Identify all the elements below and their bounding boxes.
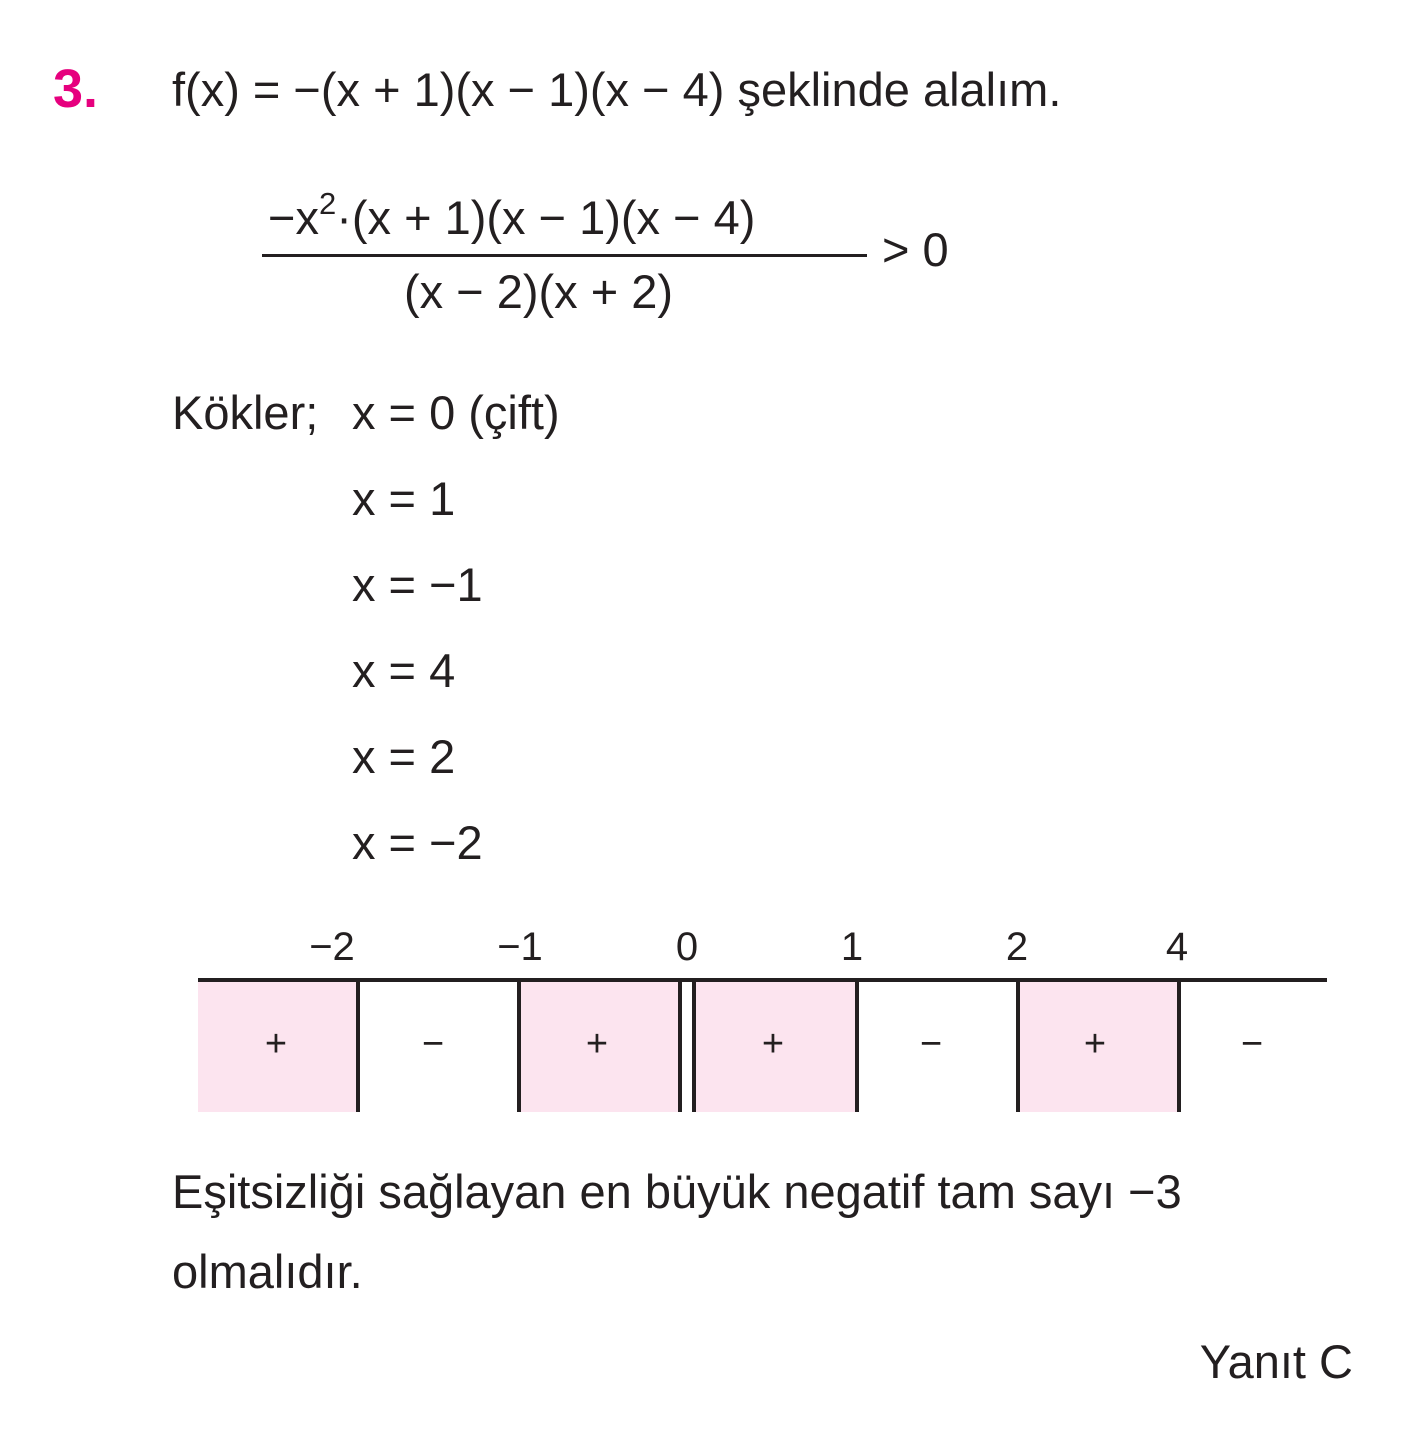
divider-line <box>678 982 682 1112</box>
root-item: x = 1 <box>352 472 456 525</box>
root-item: x = −2 <box>352 816 483 869</box>
roots-label: Kökler; <box>172 386 319 439</box>
inequality-relation: > 0 <box>882 223 949 276</box>
critical-point-label: 1 <box>840 925 864 969</box>
sign-mark: + <box>1083 1023 1107 1065</box>
divider-line <box>855 982 859 1112</box>
conclusion-line-1: Eşitsizliği sağlayan en büyük negatif tam sayı −3 <box>172 1165 1182 1218</box>
sign-mark: − <box>421 1023 445 1065</box>
conclusion-line-2: olmalıdır. <box>172 1245 363 1298</box>
sign-mark: − <box>919 1023 943 1065</box>
numerator-rest: ·(x + 1)(x − 1)(x − 4) <box>336 191 756 244</box>
root-item: x = 2 <box>352 730 456 783</box>
question-number: 3. <box>53 59 99 119</box>
critical-point-label: −1 <box>497 925 543 969</box>
fraction-bar <box>262 254 867 257</box>
sign-mark: − <box>1240 1023 1264 1065</box>
sign-mark: + <box>585 1023 609 1065</box>
sign-mark: + <box>761 1023 785 1065</box>
divider-line <box>356 982 360 1112</box>
divider-line <box>517 982 521 1112</box>
root-item: x = 0 (çift) <box>352 386 560 439</box>
divider-line <box>1016 982 1020 1112</box>
critical-point-label: 2 <box>1005 925 1029 969</box>
answer-label: Yanıt C <box>1199 1335 1353 1388</box>
critical-point-label: 4 <box>1165 925 1189 969</box>
divider-line <box>692 982 696 1112</box>
fraction-numerator <box>268 186 756 244</box>
root-item: x = −1 <box>352 558 483 611</box>
critical-point-label: −2 <box>309 925 355 969</box>
sign-mark: + <box>264 1023 288 1065</box>
divider-line <box>1177 982 1181 1112</box>
numerator-prefix: −x <box>268 191 319 244</box>
fraction-denominator: (x − 2)(x + 2) <box>404 265 674 318</box>
intro-statement: f(x) = −(x + 1)(x − 1)(x − 4) şeklinde alalım. <box>172 63 1062 116</box>
root-item: x = 4 <box>352 644 456 697</box>
numerator-exponent: 2 <box>318 186 337 221</box>
critical-point-label: 0 <box>675 925 699 969</box>
